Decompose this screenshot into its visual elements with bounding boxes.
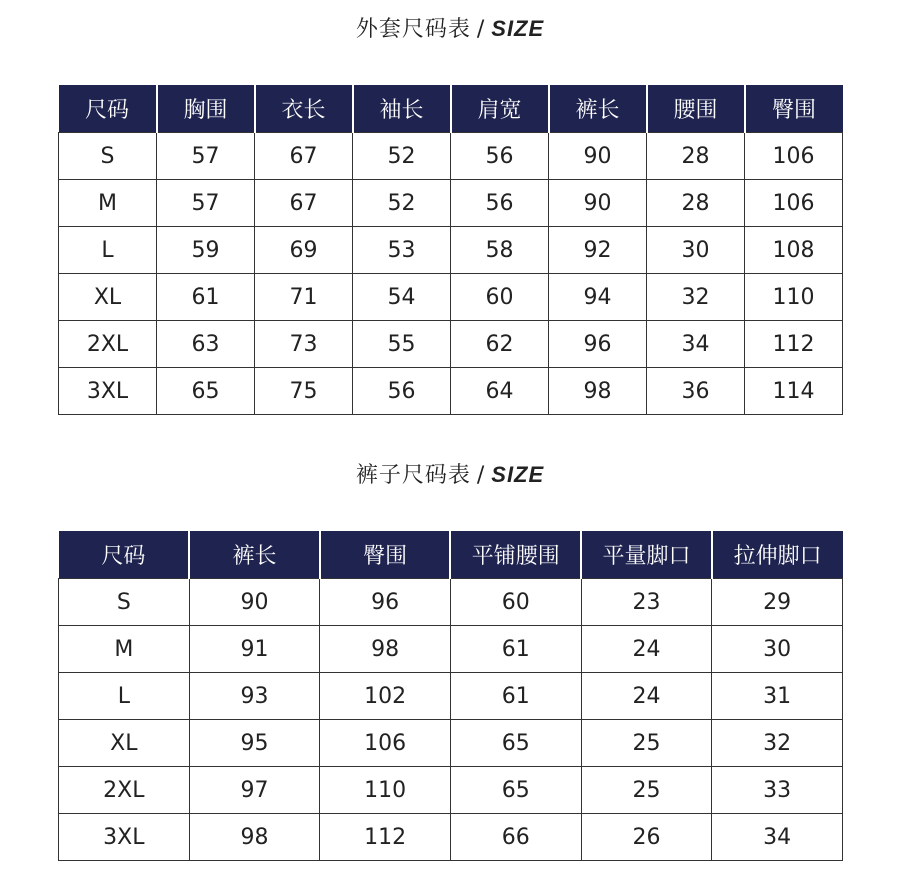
pants-title-separator: / bbox=[476, 463, 486, 488]
measurement-cell: 106 bbox=[745, 133, 843, 180]
table-header-row bbox=[59, 85, 843, 133]
measurement-cell: 61 bbox=[450, 673, 581, 720]
measurement-cell: 92 bbox=[549, 227, 647, 274]
measurement-cell: 60 bbox=[451, 274, 549, 321]
measurement-cell: 60 bbox=[450, 579, 581, 626]
table-header-row bbox=[59, 531, 843, 579]
table-body bbox=[59, 133, 843, 415]
measurement-cell: 23 bbox=[581, 579, 712, 626]
table-body bbox=[59, 579, 843, 861]
table-row bbox=[59, 180, 843, 227]
measurement-cell: 112 bbox=[320, 814, 451, 861]
measurement-cell: 61 bbox=[450, 626, 581, 673]
size-cell: L bbox=[59, 227, 157, 274]
measurement-cell: 112 bbox=[745, 321, 843, 368]
measurement-cell: 56 bbox=[451, 133, 549, 180]
table-row bbox=[59, 133, 843, 180]
column-header: 拉伸脚口 bbox=[712, 531, 843, 579]
jacket-size-table bbox=[58, 85, 843, 415]
table-row bbox=[59, 814, 843, 861]
measurement-cell: 110 bbox=[320, 767, 451, 814]
measurement-cell: 30 bbox=[647, 227, 745, 274]
jacket-size-title bbox=[0, 12, 900, 43]
measurement-cell: 28 bbox=[647, 180, 745, 227]
size-cell: L bbox=[59, 673, 190, 720]
column-header: 衣长 bbox=[255, 85, 353, 133]
column-header: 袖长 bbox=[353, 85, 451, 133]
measurement-cell: 52 bbox=[353, 133, 451, 180]
column-header: 尺码 bbox=[59, 85, 157, 133]
column-header: 臀围 bbox=[320, 531, 451, 579]
jacket-title-en: SIZE bbox=[491, 16, 545, 41]
size-cell: 3XL bbox=[59, 814, 190, 861]
size-cell: M bbox=[59, 626, 190, 673]
measurement-cell: 114 bbox=[745, 368, 843, 415]
table-row bbox=[59, 227, 843, 274]
measurement-cell: 58 bbox=[451, 227, 549, 274]
pants-size-table bbox=[58, 531, 843, 861]
measurement-cell: 56 bbox=[451, 180, 549, 227]
pants-title-cn: 裤子尺码表 bbox=[355, 463, 471, 488]
measurement-cell: 64 bbox=[451, 368, 549, 415]
measurement-cell: 24 bbox=[581, 673, 712, 720]
measurement-cell: 26 bbox=[581, 814, 712, 861]
pants-size-title bbox=[0, 458, 900, 489]
column-header: 腰围 bbox=[647, 85, 745, 133]
measurement-cell: 108 bbox=[745, 227, 843, 274]
measurement-cell: 36 bbox=[647, 368, 745, 415]
measurement-cell: 25 bbox=[581, 767, 712, 814]
size-cell: S bbox=[59, 579, 190, 626]
measurement-cell: 34 bbox=[712, 814, 843, 861]
measurement-cell: 61 bbox=[157, 274, 255, 321]
jacket-title-cn: 外套尺码表 bbox=[355, 17, 471, 42]
measurement-cell: 96 bbox=[320, 579, 451, 626]
column-header: 肩宽 bbox=[451, 85, 549, 133]
measurement-cell: 33 bbox=[712, 767, 843, 814]
measurement-cell: 71 bbox=[255, 274, 353, 321]
measurement-cell: 69 bbox=[255, 227, 353, 274]
measurement-cell: 97 bbox=[189, 767, 320, 814]
measurement-cell: 95 bbox=[189, 720, 320, 767]
measurement-cell: 98 bbox=[549, 368, 647, 415]
column-header: 平量脚口 bbox=[581, 531, 712, 579]
measurement-cell: 28 bbox=[647, 133, 745, 180]
measurement-cell: 75 bbox=[255, 368, 353, 415]
size-cell: 2XL bbox=[59, 321, 157, 368]
column-header: 尺码 bbox=[59, 531, 190, 579]
size-cell: XL bbox=[59, 720, 190, 767]
measurement-cell: 57 bbox=[157, 180, 255, 227]
measurement-cell: 29 bbox=[712, 579, 843, 626]
measurement-cell: 24 bbox=[581, 626, 712, 673]
jacket-title-separator: / bbox=[476, 17, 486, 42]
measurement-cell: 98 bbox=[320, 626, 451, 673]
measurement-cell: 65 bbox=[450, 720, 581, 767]
measurement-cell: 67 bbox=[255, 133, 353, 180]
measurement-cell: 54 bbox=[353, 274, 451, 321]
table-row bbox=[59, 368, 843, 415]
measurement-cell: 94 bbox=[549, 274, 647, 321]
table-row bbox=[59, 321, 843, 368]
measurement-cell: 53 bbox=[353, 227, 451, 274]
table-row bbox=[59, 626, 843, 673]
measurement-cell: 55 bbox=[353, 321, 451, 368]
measurement-cell: 52 bbox=[353, 180, 451, 227]
column-header: 臀围 bbox=[745, 85, 843, 133]
size-cell: M bbox=[59, 180, 157, 227]
measurement-cell: 57 bbox=[157, 133, 255, 180]
measurement-cell: 110 bbox=[745, 274, 843, 321]
measurement-cell: 30 bbox=[712, 626, 843, 673]
column-header: 裤长 bbox=[549, 85, 647, 133]
table-row bbox=[59, 274, 843, 321]
measurement-cell: 91 bbox=[189, 626, 320, 673]
table-row bbox=[59, 673, 843, 720]
measurement-cell: 90 bbox=[189, 579, 320, 626]
measurement-cell: 93 bbox=[189, 673, 320, 720]
column-header: 胸围 bbox=[157, 85, 255, 133]
measurement-cell: 34 bbox=[647, 321, 745, 368]
table-row bbox=[59, 767, 843, 814]
measurement-cell: 106 bbox=[320, 720, 451, 767]
size-cell: 3XL bbox=[59, 368, 157, 415]
size-cell: S bbox=[59, 133, 157, 180]
measurement-cell: 67 bbox=[255, 180, 353, 227]
measurement-cell: 73 bbox=[255, 321, 353, 368]
measurement-cell: 106 bbox=[745, 180, 843, 227]
measurement-cell: 59 bbox=[157, 227, 255, 274]
measurement-cell: 32 bbox=[712, 720, 843, 767]
measurement-cell: 56 bbox=[353, 368, 451, 415]
measurement-cell: 31 bbox=[712, 673, 843, 720]
measurement-cell: 90 bbox=[549, 180, 647, 227]
table-row bbox=[59, 579, 843, 626]
measurement-cell: 66 bbox=[450, 814, 581, 861]
size-cell: XL bbox=[59, 274, 157, 321]
table-row bbox=[59, 720, 843, 767]
measurement-cell: 65 bbox=[450, 767, 581, 814]
measurement-cell: 63 bbox=[157, 321, 255, 368]
size-cell: 2XL bbox=[59, 767, 190, 814]
measurement-cell: 102 bbox=[320, 673, 451, 720]
measurement-cell: 62 bbox=[451, 321, 549, 368]
measurement-cell: 32 bbox=[647, 274, 745, 321]
measurement-cell: 90 bbox=[549, 133, 647, 180]
measurement-cell: 65 bbox=[157, 368, 255, 415]
pants-title-en: SIZE bbox=[491, 462, 545, 487]
column-header: 裤长 bbox=[189, 531, 320, 579]
column-header: 平铺腰围 bbox=[450, 531, 581, 579]
measurement-cell: 98 bbox=[189, 814, 320, 861]
measurement-cell: 25 bbox=[581, 720, 712, 767]
measurement-cell: 96 bbox=[549, 321, 647, 368]
